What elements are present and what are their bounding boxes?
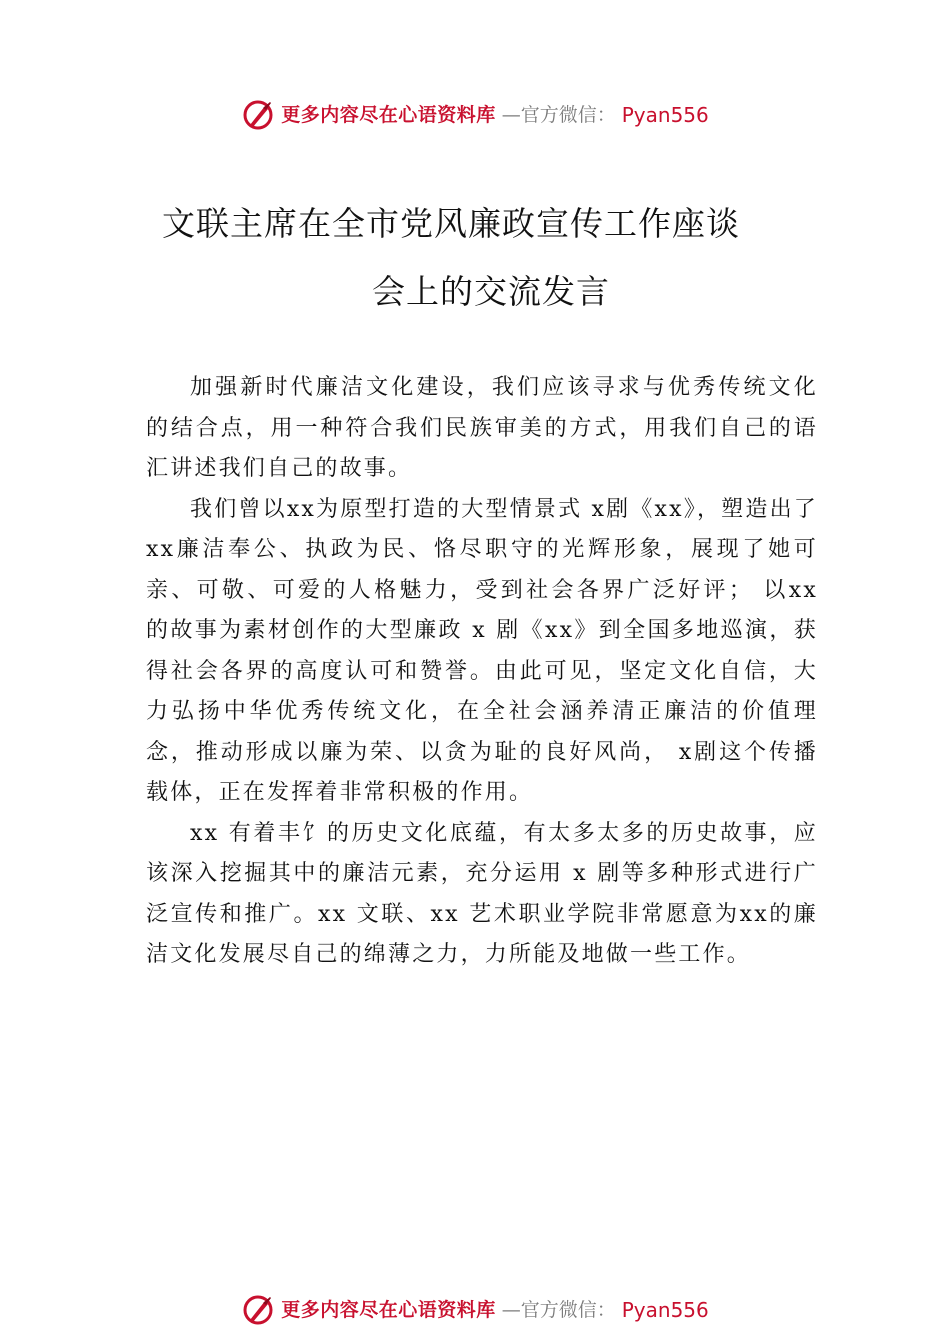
title-line-2: 会上的交流发言	[372, 272, 610, 311]
watermark-brand-text: 更多内容尽在心语资料库	[281, 1299, 496, 1321]
title-line-1: 文联主席在全市党风廉政宣传工作座谈	[162, 204, 740, 243]
watermark-wechat-id: Pyan556	[621, 103, 709, 127]
header-watermark	[0, 98, 950, 132]
document-title	[150, 190, 830, 326]
body-paragraph-2: 我们曾以xx为原型打造的大型情景式 x剧《xx》，塑造出了 xx廉洁奉公、执政为民、恪尽职守的光辉形象，展现了她可亲、可敬、可爱的人格魅力，受到社会各界广泛好评； 以xx 的故事为素材创作的大型廉政 x 剧《xx》到全国多地巡演，获得社会各界的高度认可和赞誉。由此可见，坚定文化自信，大力弘扬中华优秀传统文化，在全社会涵养清正廉洁的价值理念，推动形成以廉为荣、以贪为耻的良好风尚， x剧这个传播载体，正在发挥着非常积极的作用。	[146, 496, 818, 805]
watermark-wechat-label: —官方微信：	[501, 104, 616, 126]
footer-watermark	[0, 1293, 950, 1327]
document-body	[146, 368, 818, 976]
body-paragraph-3: xx 有着丰饣的历史文化底蕴，有太多太多的历史故事，应该深入挖掘其中的廉洁元素，充分运用 x 剧等多种形式进行广泛宣传和推广。xx 文联、xx 艺术职业学院非常愿意为xx的廉洁文化发展尽自己的绵薄之力，力所能及地做一些工作。	[146, 820, 818, 967]
watermark-wechat-id: Pyan556	[621, 1298, 709, 1322]
quill-pen-circle-icon	[241, 1293, 275, 1327]
body-paragraph-1: 加强新时代廉洁文化建设，我们应该寻求与优秀传统文化的结合点，用一种符合我们民族审美的方式，用我们自己的语汇讲述我们自己的故事。	[146, 375, 818, 481]
watermark-brand-text: 更多内容尽在心语资料库	[281, 104, 496, 126]
quill-pen-circle-icon	[241, 98, 275, 132]
watermark-wechat-label: —官方微信：	[501, 1299, 616, 1321]
